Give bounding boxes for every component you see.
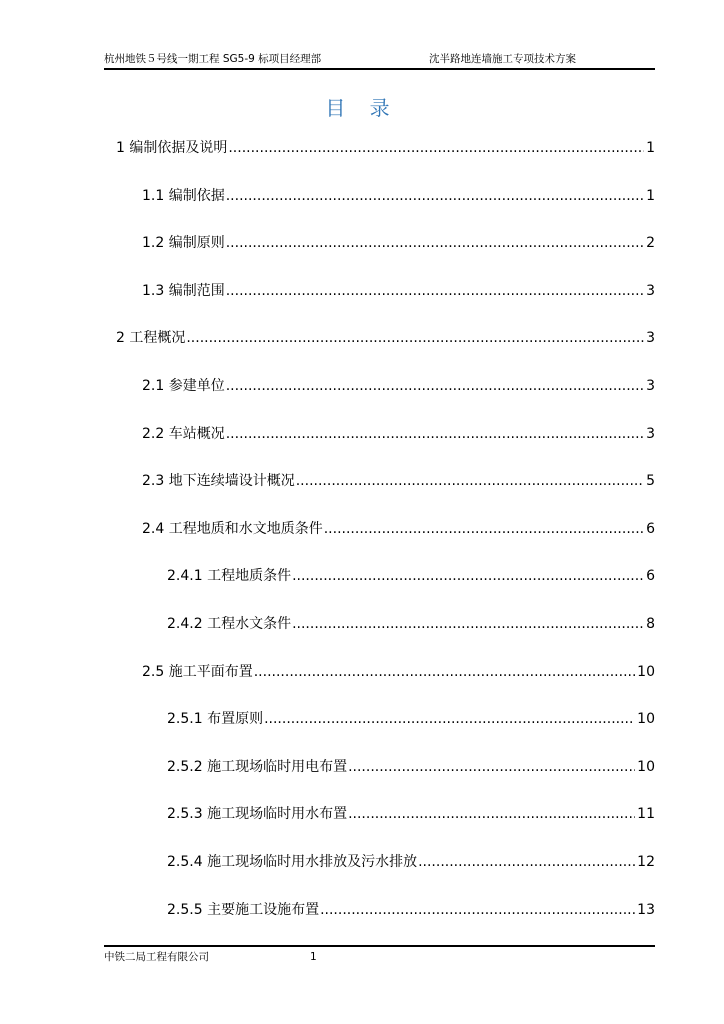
toc-entry-label: 1.3 编制范围 <box>142 283 225 299</box>
toc-entry-label: 2.5 施工平面布置 <box>142 664 253 680</box>
toc-entry-label: 1.2 编制原则 <box>142 235 225 251</box>
toc-entry-label: 2.3 地下连续墙设计概况 <box>142 473 295 489</box>
footer-divider <box>104 945 655 947</box>
toc-entry[interactable] <box>167 853 655 871</box>
toc-leader-dots <box>296 472 644 490</box>
toc-entry[interactable] <box>142 472 655 490</box>
toc-entry-label: 2.4 工程地质和水文地质条件 <box>142 521 323 537</box>
toc-entry-label: 2.4.2 工程水文条件 <box>167 616 292 632</box>
toc-entry-page: 1 <box>646 140 655 156</box>
toc-entry-page: 10 <box>637 759 655 775</box>
toc-entry-page: 3 <box>646 426 655 442</box>
footer-company: 中铁二局工程有限公司 <box>104 951 209 963</box>
toc-entry-label: 2.1 参建单位 <box>142 378 225 394</box>
toc-entry-page: 11 <box>637 806 655 822</box>
toc-entry-page: 8 <box>646 616 655 632</box>
toc-entry[interactable] <box>142 187 655 205</box>
toc-entry-page: 3 <box>646 378 655 394</box>
toc-entry[interactable] <box>116 139 655 157</box>
toc-entry-page: 5 <box>646 473 655 489</box>
page-header <box>104 52 655 70</box>
toc-entry-page: 13 <box>637 902 655 918</box>
toc-entry[interactable] <box>142 234 655 252</box>
toc-entry[interactable] <box>167 567 655 585</box>
toc-entry[interactable] <box>167 805 655 823</box>
toc-entry[interactable] <box>142 520 655 538</box>
toc-entry-label: 2.5.3 施工现场临时用水布置 <box>167 806 348 822</box>
toc-entry[interactable] <box>167 758 655 776</box>
toc-leader-dots <box>226 187 644 205</box>
toc-entry-page: 12 <box>637 854 655 870</box>
toc-leader-dots <box>348 805 635 823</box>
toc-entry[interactable] <box>142 377 655 395</box>
toc-entry[interactable] <box>167 901 655 919</box>
footer-page-number: 1 <box>310 951 317 963</box>
header-project-name: 杭州地铁５号线一期工程 SG5-9 标项目经理部 <box>104 53 322 65</box>
toc-entry[interactable] <box>116 329 655 347</box>
toc-leader-dots <box>292 615 644 633</box>
toc-leader-dots <box>418 853 635 871</box>
toc-entry-label: 2.4.1 工程地质条件 <box>167 568 292 584</box>
toc-entry-page: 3 <box>646 283 655 299</box>
toc-entry[interactable] <box>142 425 655 443</box>
toc-leader-dots <box>348 758 635 776</box>
toc-leader-dots <box>186 329 644 347</box>
toc-entry[interactable] <box>167 710 655 728</box>
toc-entry-label: 2.5.2 施工现场临时用电布置 <box>167 759 348 775</box>
header-document-title: 沈半路地连墙施工专项技术方案 <box>429 53 576 65</box>
toc-leader-dots <box>226 234 644 252</box>
toc-leader-dots <box>228 139 644 157</box>
toc-entry-page: 6 <box>646 568 655 584</box>
toc-entry-label: 1.1 编制依据 <box>142 188 225 204</box>
toc-entry-label: 2.2 车站概况 <box>142 426 225 442</box>
toc-leader-dots <box>324 520 644 538</box>
toc-entry[interactable] <box>142 663 655 681</box>
toc-entry-label: 1 编制依据及说明 <box>116 140 228 156</box>
toc-entry-label: 2.5.4 施工现场临时用水排放及污水排放 <box>167 854 418 870</box>
toc-leader-dots <box>226 377 644 395</box>
toc-entry-page: 6 <box>646 521 655 537</box>
toc-title: 目 录 <box>325 96 399 120</box>
toc-entry-label: 2.5.1 布置原则 <box>167 711 264 727</box>
toc-leader-dots <box>226 282 644 300</box>
toc-entry-page: 10 <box>637 711 655 727</box>
toc-entry-label: 2 工程概况 <box>116 330 186 346</box>
toc-entry-label: 2.5.5 主要施工设施布置 <box>167 902 320 918</box>
toc-entry-page: 3 <box>646 330 655 346</box>
toc-leader-dots <box>264 710 635 728</box>
toc-leader-dots <box>254 663 635 681</box>
toc-entry-page: 1 <box>646 188 655 204</box>
toc-leader-dots <box>320 901 635 919</box>
toc-entry[interactable] <box>167 615 655 633</box>
toc-entry-page: 2 <box>646 235 655 251</box>
toc-leader-dots <box>226 425 644 443</box>
toc-leader-dots <box>292 567 644 585</box>
toc-entry-page: 10 <box>637 664 655 680</box>
toc-entry[interactable] <box>142 282 655 300</box>
